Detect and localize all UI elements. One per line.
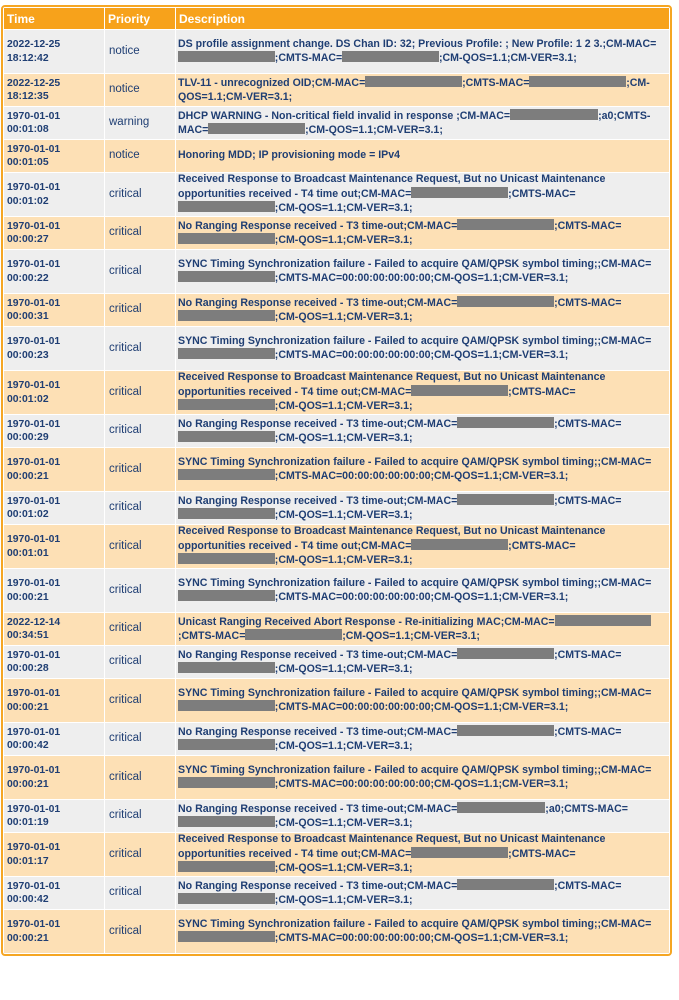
priority-cell: critical bbox=[105, 613, 175, 645]
table-row bbox=[4, 294, 669, 326]
time-cell: 1970-01-01 00:01:08 bbox=[4, 107, 104, 139]
priority-cell: critical bbox=[105, 217, 175, 249]
table-header-row bbox=[4, 8, 669, 29]
event-log-body bbox=[4, 30, 669, 953]
table-row bbox=[4, 107, 669, 139]
time-cell: 1970-01-01 00:01:01 bbox=[4, 525, 104, 568]
priority-cell: notice bbox=[105, 140, 175, 172]
description-cell: SYNC Timing Synchronization failure - Failed to acquire QAM/QPSK symbol timing;;CM-MAC=;CMTS-MAC=00:00:00:00:00:00;CM-QOS=1.1;CM-VER=3.1; bbox=[176, 250, 669, 293]
description-cell: Received Response to Broadcast Maintenance Request, But no Unicast Maintenance opportunities received - T4 time out;CM-MAC= ;CMTS-MAC=;CM-QOS=1.1;CM-VER=3.1; bbox=[176, 371, 669, 414]
time-cell: 1970-01-01 00:00:21 bbox=[4, 756, 104, 799]
redacted-mac bbox=[178, 508, 275, 519]
time-cell: 2022-12-25 18:12:42 bbox=[4, 30, 104, 73]
redacted-mac bbox=[178, 271, 275, 282]
redacted-mac bbox=[510, 109, 598, 120]
time-cell: 2022-12-25 18:12:35 bbox=[4, 74, 104, 106]
redacted-mac bbox=[555, 615, 652, 626]
priority-cell: critical bbox=[105, 910, 175, 953]
description-cell: Received Response to Broadcast Maintenance Request, But no Unicast Maintenance opportunities received - T4 time out;CM-MAC= ;CMTS-MAC=;CM-QOS=1.1;CM-VER=3.1; bbox=[176, 173, 669, 216]
time-cell: 1970-01-01 00:01:05 bbox=[4, 140, 104, 172]
redacted-mac bbox=[178, 233, 275, 244]
time-cell: 1970-01-01 00:00:21 bbox=[4, 679, 104, 722]
time-cell: 1970-01-01 00:01:19 bbox=[4, 800, 104, 832]
description-cell: No Ranging Response received - T3 time-out;CM-MAC= ;CMTS-MAC=;CM-QOS=1.1;CM-VER=3.1; bbox=[176, 415, 669, 447]
redacted-mac bbox=[457, 219, 554, 230]
priority-cell: critical bbox=[105, 525, 175, 568]
priority-cell: critical bbox=[105, 294, 175, 326]
redacted-mac bbox=[342, 51, 439, 62]
priority-cell: critical bbox=[105, 679, 175, 722]
description-cell: SYNC Timing Synchronization failure - Failed to acquire QAM/QPSK symbol timing;;CM-MAC=;CMTS-MAC=00:00:00:00:00:00;CM-QOS=1.1;CM-VER=3.1; bbox=[176, 756, 669, 799]
table-row bbox=[4, 415, 669, 447]
priority-cell: critical bbox=[105, 833, 175, 876]
redacted-mac bbox=[457, 648, 554, 659]
table-row bbox=[4, 756, 669, 799]
redacted-mac bbox=[178, 348, 275, 359]
redacted-mac bbox=[365, 76, 462, 87]
table-row bbox=[4, 217, 669, 249]
time-cell: 1970-01-01 00:01:02 bbox=[4, 173, 104, 216]
description-cell: DS profile assignment change. DS Chan ID: 32; Previous Profile: ; New Profile: 1 2 3.;CM-MAC=;CMTS-MAC= ;CM-QOS=1.1;CM-VER=3.1; bbox=[176, 30, 669, 73]
redacted-mac bbox=[457, 494, 554, 505]
time-cell: 1970-01-01 00:00:31 bbox=[4, 294, 104, 326]
priority-cell: critical bbox=[105, 569, 175, 612]
priority-cell: critical bbox=[105, 327, 175, 370]
priority-cell: critical bbox=[105, 800, 175, 832]
redacted-mac bbox=[457, 802, 545, 813]
redacted-mac bbox=[178, 931, 275, 942]
redacted-mac bbox=[178, 816, 275, 827]
redacted-mac bbox=[178, 431, 275, 442]
table-row bbox=[4, 74, 669, 106]
description-cell: Received Response to Broadcast Maintenance Request, But no Unicast Maintenance opportunities received - T4 time out;CM-MAC= ;CMTS-MAC=;CM-QOS=1.1;CM-VER=3.1; bbox=[176, 525, 669, 568]
time-cell: 1970-01-01 00:00:42 bbox=[4, 723, 104, 755]
description-cell: No Ranging Response received - T3 time-out;CM-MAC= ;CMTS-MAC=;CM-QOS=1.1;CM-VER=3.1; bbox=[176, 217, 669, 249]
redacted-mac bbox=[178, 861, 275, 872]
description-cell: No Ranging Response received - T3 time-out;CM-MAC= ;CMTS-MAC=;CM-QOS=1.1;CM-VER=3.1; bbox=[176, 492, 669, 524]
table-row bbox=[4, 492, 669, 524]
header-priority: Priority bbox=[105, 8, 175, 29]
time-cell: 1970-01-01 00:00:21 bbox=[4, 569, 104, 612]
priority-cell: critical bbox=[105, 415, 175, 447]
description-cell: SYNC Timing Synchronization failure - Failed to acquire QAM/QPSK symbol timing;;CM-MAC=;CMTS-MAC=00:00:00:00:00:00;CM-QOS=1.1;CM-VER=3.1; bbox=[176, 327, 669, 370]
table-row bbox=[4, 877, 669, 909]
redacted-mac bbox=[411, 847, 508, 858]
description-cell: No Ranging Response received - T3 time-out;CM-MAC= ;CMTS-MAC=;CM-QOS=1.1;CM-VER=3.1; bbox=[176, 877, 669, 909]
description-cell: No Ranging Response received - T3 time-out;CM-MAC= ;a0;CMTS-MAC=;CM-QOS=1.1;CM-VER=3.1; bbox=[176, 800, 669, 832]
time-cell: 1970-01-01 00:01:02 bbox=[4, 492, 104, 524]
time-cell: 1970-01-01 00:00:22 bbox=[4, 250, 104, 293]
priority-cell: critical bbox=[105, 250, 175, 293]
redacted-mac bbox=[411, 187, 508, 198]
time-cell: 1970-01-01 00:01:17 bbox=[4, 833, 104, 876]
redacted-mac bbox=[208, 123, 305, 134]
time-cell: 1970-01-01 00:00:21 bbox=[4, 910, 104, 953]
priority-cell: critical bbox=[105, 756, 175, 799]
table-row bbox=[4, 371, 669, 414]
description-cell: SYNC Timing Synchronization failure - Failed to acquire QAM/QPSK symbol timing;;CM-MAC=;CMTS-MAC=00:00:00:00:00:00;CM-QOS=1.1;CM-VER=3.1; bbox=[176, 448, 669, 491]
table-row bbox=[4, 448, 669, 491]
description-cell: TLV-11 - unrecognized OID;CM-MAC= ;CMTS-MAC= ;CM-QOS=1.1;CM-VER=3.1; bbox=[176, 74, 669, 106]
priority-cell: critical bbox=[105, 877, 175, 909]
table-row bbox=[4, 525, 669, 568]
description-cell: Honoring MDD; IP provisioning mode = IPv4 bbox=[176, 140, 669, 172]
time-cell: 1970-01-01 00:00:27 bbox=[4, 217, 104, 249]
table-row bbox=[4, 569, 669, 612]
priority-cell: notice bbox=[105, 74, 175, 106]
table-row bbox=[4, 800, 669, 832]
redacted-mac bbox=[457, 725, 554, 736]
event-log-table bbox=[3, 7, 670, 954]
redacted-mac bbox=[178, 700, 275, 711]
redacted-mac bbox=[178, 893, 275, 904]
description-cell: SYNC Timing Synchronization failure - Failed to acquire QAM/QPSK symbol timing;;CM-MAC=;CMTS-MAC=00:00:00:00:00:00;CM-QOS=1.1;CM-VER=3.1; bbox=[176, 910, 669, 953]
priority-cell: critical bbox=[105, 371, 175, 414]
event-log-panel bbox=[1, 5, 672, 956]
redacted-mac bbox=[178, 469, 275, 480]
description-cell: Unicast Ranging Received Abort Response - Re-initializing MAC;CM-MAC=;CMTS-MAC= ;CM-QOS=1.1;CM-VER=3.1; bbox=[176, 613, 669, 645]
time-cell: 1970-01-01 00:00:23 bbox=[4, 327, 104, 370]
header-time: Time bbox=[4, 8, 104, 29]
header-description: Description bbox=[176, 8, 669, 29]
table-row bbox=[4, 250, 669, 293]
table-row bbox=[4, 327, 669, 370]
time-cell: 1970-01-01 00:00:28 bbox=[4, 646, 104, 678]
redacted-mac bbox=[457, 879, 554, 890]
priority-cell: critical bbox=[105, 646, 175, 678]
redacted-mac bbox=[178, 553, 275, 564]
table-row bbox=[4, 30, 669, 73]
table-row bbox=[4, 910, 669, 953]
table-row bbox=[4, 613, 669, 645]
priority-cell: notice bbox=[105, 30, 175, 73]
redacted-mac bbox=[411, 385, 508, 396]
description-cell: SYNC Timing Synchronization failure - Failed to acquire QAM/QPSK symbol timing;;CM-MAC=;CMTS-MAC=00:00:00:00:00:00;CM-QOS=1.1;CM-VER=3.1; bbox=[176, 569, 669, 612]
table-row bbox=[4, 646, 669, 678]
redacted-mac bbox=[245, 629, 342, 640]
description-cell: No Ranging Response received - T3 time-out;CM-MAC= ;CMTS-MAC=;CM-QOS=1.1;CM-VER=3.1; bbox=[176, 646, 669, 678]
table-row bbox=[4, 679, 669, 722]
description-cell: No Ranging Response received - T3 time-out;CM-MAC= ;CMTS-MAC=;CM-QOS=1.1;CM-VER=3.1; bbox=[176, 723, 669, 755]
redacted-mac bbox=[457, 417, 554, 428]
redacted-mac bbox=[178, 201, 275, 212]
redacted-mac bbox=[529, 76, 626, 87]
redacted-mac bbox=[178, 310, 275, 321]
redacted-mac bbox=[178, 662, 275, 673]
description-cell: SYNC Timing Synchronization failure - Failed to acquire QAM/QPSK symbol timing;;CM-MAC=;CMTS-MAC=00:00:00:00:00:00;CM-QOS=1.1;CM-VER=3.1; bbox=[176, 679, 669, 722]
redacted-mac bbox=[178, 777, 275, 788]
redacted-mac bbox=[178, 399, 275, 410]
time-cell: 1970-01-01 00:00:21 bbox=[4, 448, 104, 491]
table-row bbox=[4, 723, 669, 755]
redacted-mac bbox=[178, 739, 275, 750]
priority-cell: critical bbox=[105, 448, 175, 491]
priority-cell: critical bbox=[105, 173, 175, 216]
table-row bbox=[4, 140, 669, 172]
priority-cell: warning bbox=[105, 107, 175, 139]
priority-cell: critical bbox=[105, 492, 175, 524]
time-cell: 2022-12-14 00:34:51 bbox=[4, 613, 104, 645]
priority-cell: critical bbox=[105, 723, 175, 755]
description-cell: DHCP WARNING - Non-critical field invalid in response ;CM-MAC= ;a0;CMTS-MAC= ;CM-QOS=1.1;CM-VER=3.1; bbox=[176, 107, 669, 139]
description-cell: Received Response to Broadcast Maintenance Request, But no Unicast Maintenance opportunities received - T4 time out;CM-MAC= ;CMTS-MAC=;CM-QOS=1.1;CM-VER=3.1; bbox=[176, 833, 669, 876]
table-row bbox=[4, 833, 669, 876]
table-row bbox=[4, 173, 669, 216]
redacted-mac bbox=[178, 590, 275, 601]
time-cell: 1970-01-01 00:01:02 bbox=[4, 371, 104, 414]
description-cell: No Ranging Response received - T3 time-out;CM-MAC= ;CMTS-MAC=;CM-QOS=1.1;CM-VER=3.1; bbox=[176, 294, 669, 326]
redacted-mac bbox=[178, 51, 275, 62]
time-cell: 1970-01-01 00:00:42 bbox=[4, 877, 104, 909]
redacted-mac bbox=[457, 296, 554, 307]
redacted-mac bbox=[411, 539, 508, 550]
time-cell: 1970-01-01 00:00:29 bbox=[4, 415, 104, 447]
